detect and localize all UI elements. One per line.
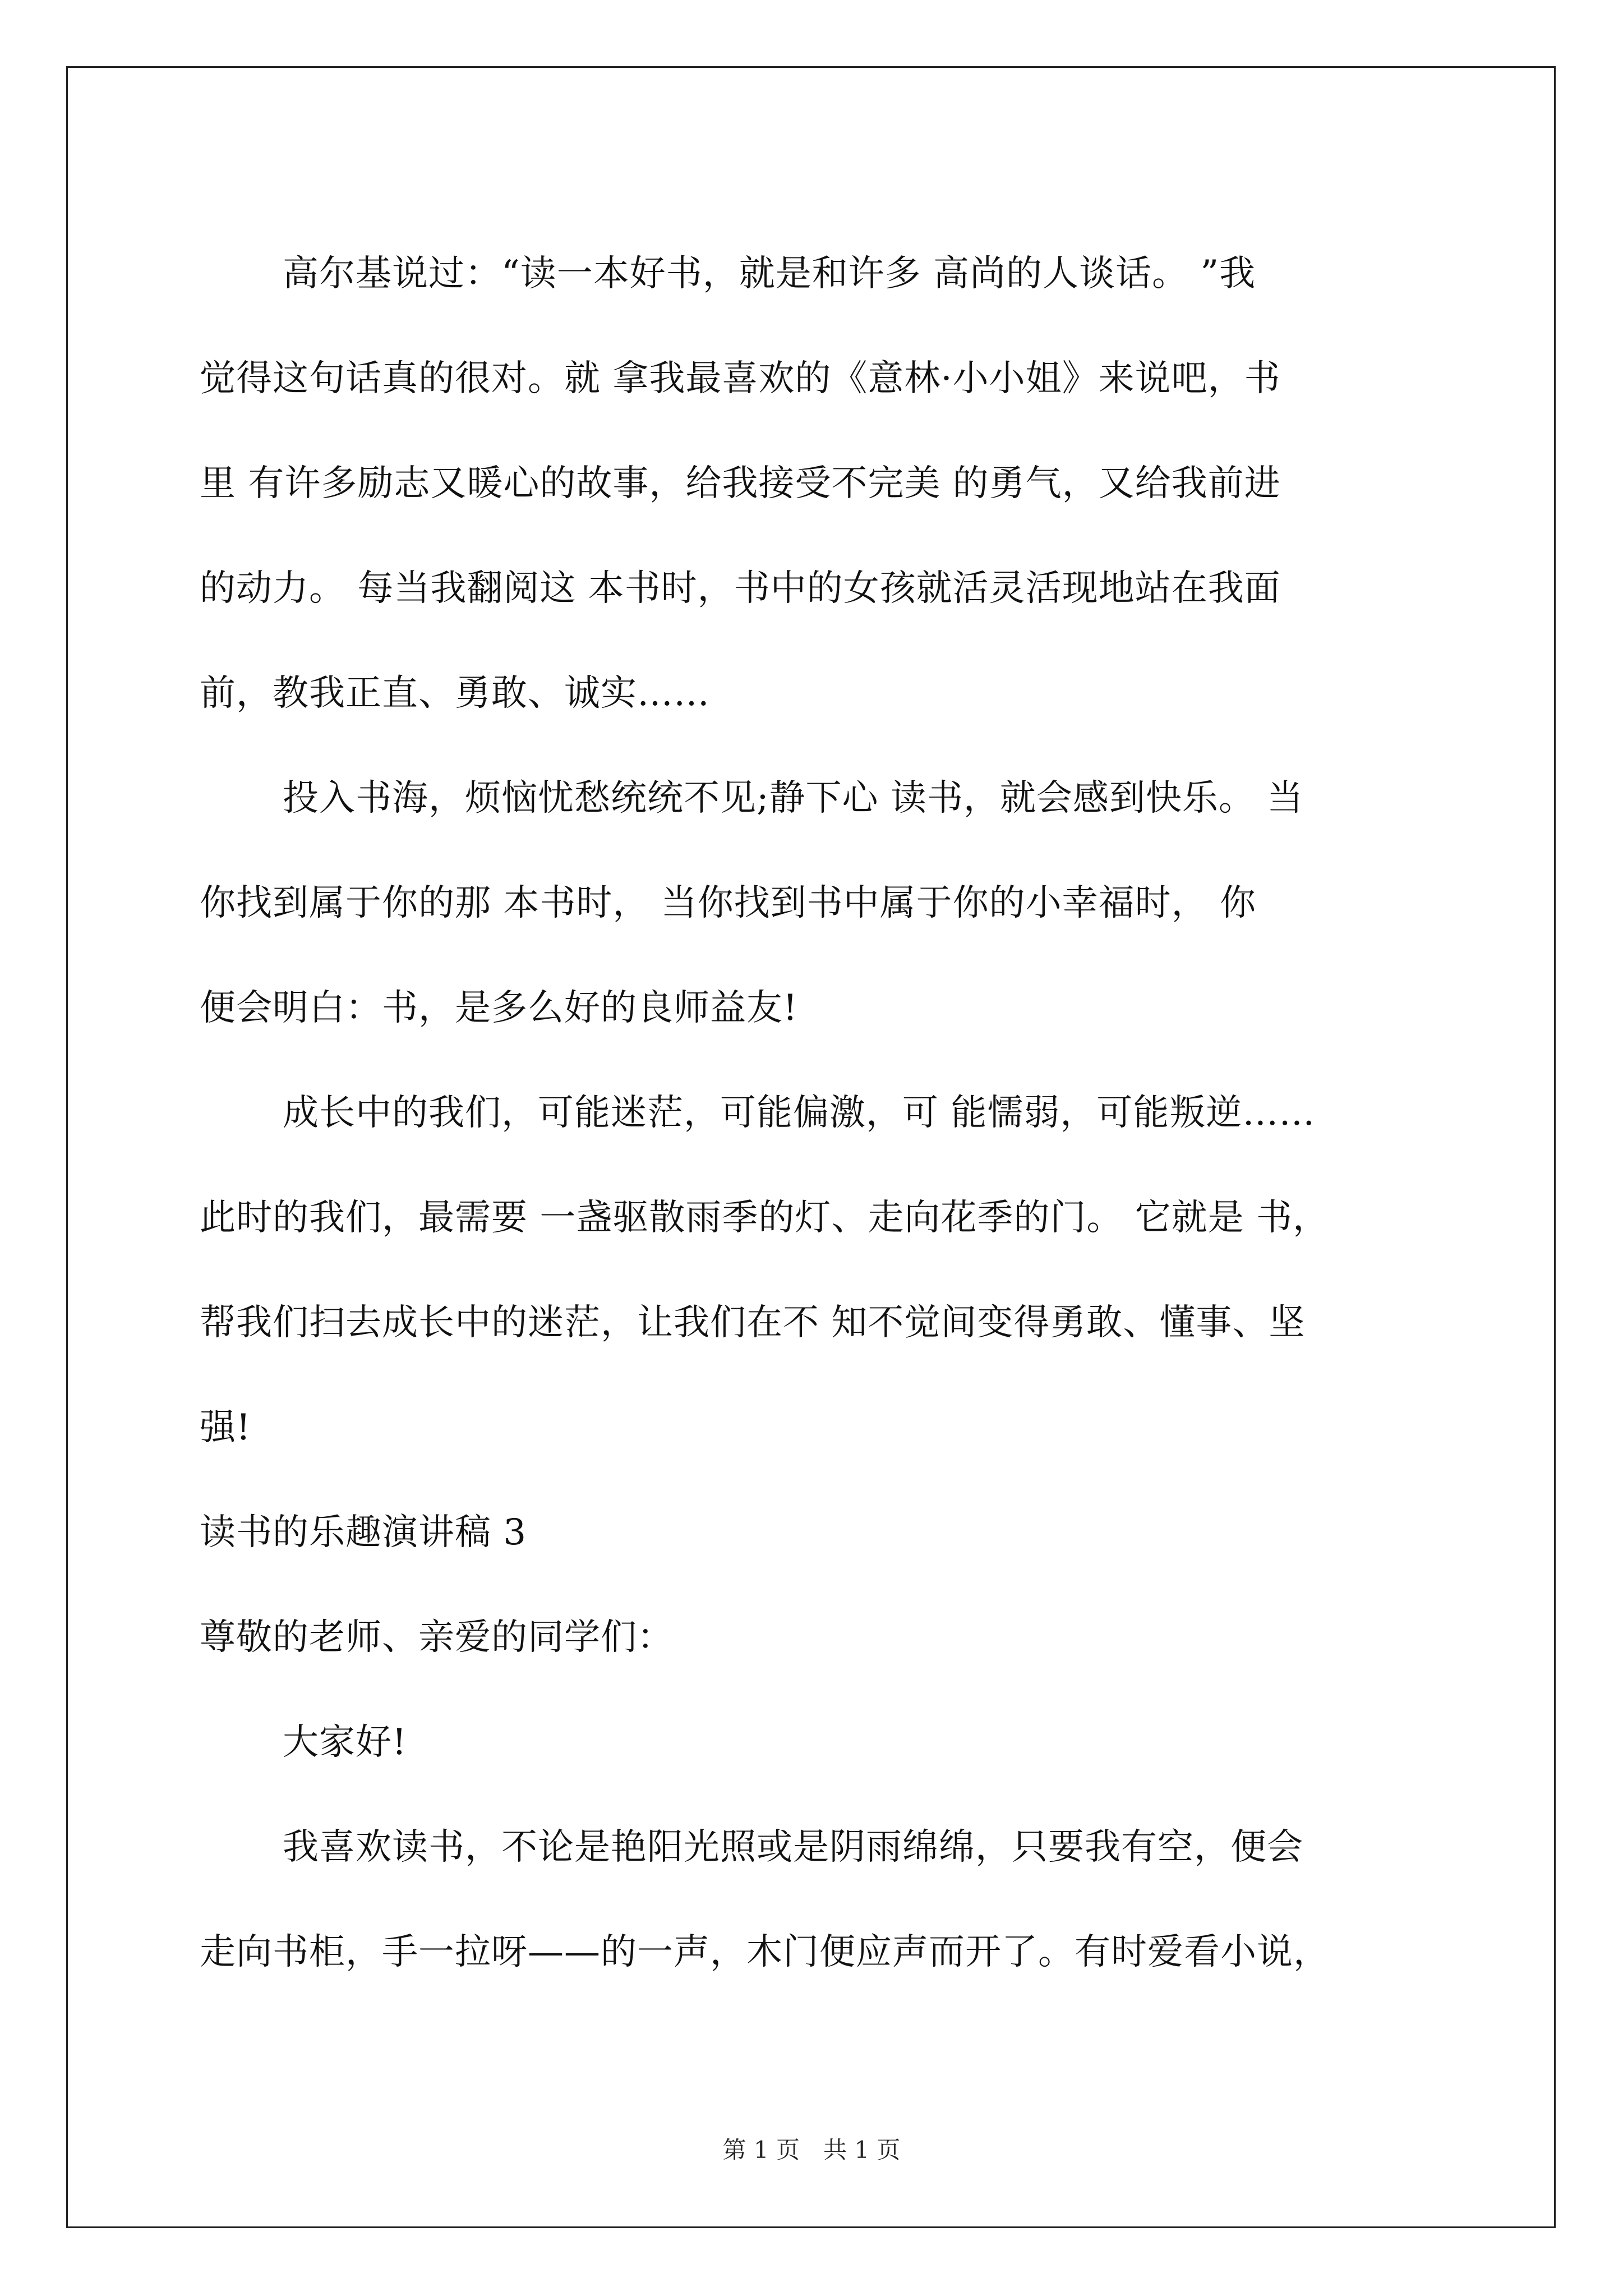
paragraph-line: 便会明白：书，是多么好的良师益友! bbox=[200, 987, 798, 1029]
greeting-line: 大家好! bbox=[283, 1722, 407, 1763]
paragraph-4 bbox=[200, 1795, 1433, 2005]
paragraph-line: 投入书海，烦恼忧愁统统不见;静下心 读书，就会感到快乐。 当 bbox=[283, 777, 1304, 819]
greeting bbox=[200, 1690, 1433, 1795]
paragraph-line: 高尔基说过：“读一本好书，就是和许多 高尚的人谈话。 ”我 bbox=[283, 253, 1256, 295]
paragraph-line: 前，教我正直、勇敢、诚实…… bbox=[200, 673, 710, 714]
section-heading: 读书的乐趣演讲稿 3 bbox=[200, 1512, 527, 1553]
document-body bbox=[200, 222, 1433, 2005]
page-number-footer: 第 1 页 共 1 页 bbox=[722, 2136, 901, 2164]
paragraph-line: 强! bbox=[200, 1407, 251, 1448]
paragraph-2 bbox=[200, 746, 1433, 1061]
paragraph-1 bbox=[200, 222, 1433, 746]
salutation: 尊敬的老师、亲爱的同学们： bbox=[200, 1617, 674, 1658]
paragraph-line: 帮我们扫去成长中的迷茫，让我们在不 知不觉间变得勇敢、懂事、坚 bbox=[200, 1302, 1306, 1343]
paragraph-3 bbox=[200, 1061, 1433, 1480]
paragraph-line: 此时的我们，最需要 一盏驱散雨季的灯、走向花季的门。 它就是 书， bbox=[200, 1197, 1330, 1239]
paragraph-line: 成长中的我们，可能迷茫，可能偏激，可 能懦弱，可能叛逆…… bbox=[283, 1092, 1316, 1134]
paragraph-line: 你找到属于你的那 本书时， 当你找到书中属于你的小幸福时， 你 bbox=[200, 882, 1257, 924]
paragraph-line: 的动力。 每当我翻阅这 本书时，书中的女孩就活灵活现地站在我面 bbox=[200, 568, 1281, 609]
paragraph-line: 我喜欢读书，不论是艳阳光照或是阴雨绵绵，只要我有空，便会 bbox=[283, 1826, 1303, 1868]
paragraph-line: 里 有许多励志又暖心的故事，给我接受不完美 的勇气，又给我前进 bbox=[200, 463, 1281, 504]
paragraph-line: 觉得这句话真的很对。就 拿我最喜欢的《意林·小小姐》来说吧，书 bbox=[200, 358, 1281, 399]
paragraph-line: 走向书柜，手一拉呀——的一声，木门便应声而开了。有时爱看小说， bbox=[200, 1931, 1330, 1973]
